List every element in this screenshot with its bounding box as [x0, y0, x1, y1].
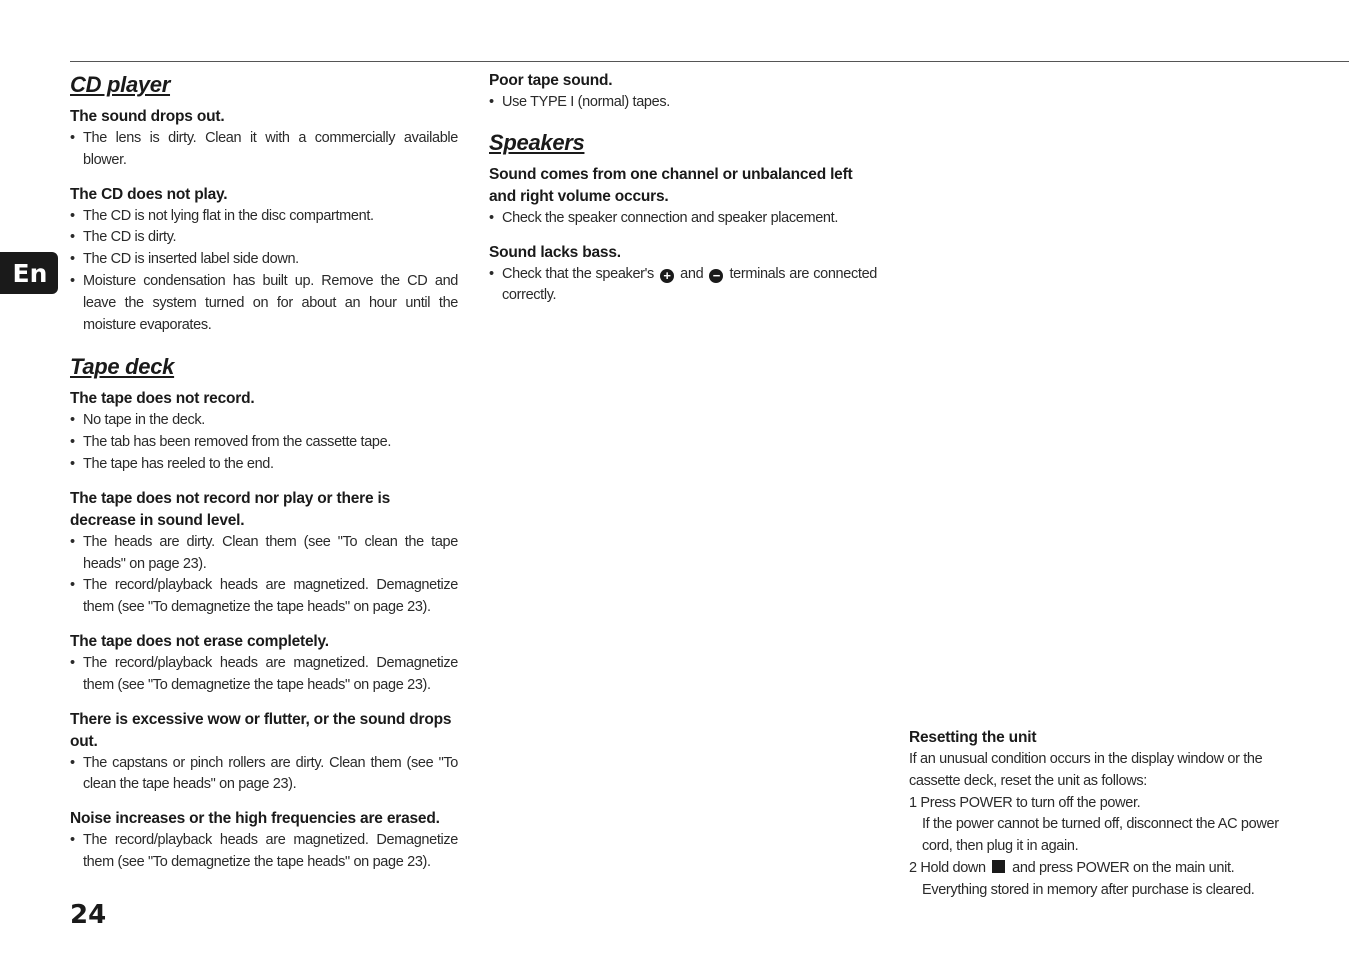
issue-block: [70, 106, 458, 172]
section-heading-cd-player: CD player: [70, 72, 171, 97]
issue-item: • The record/playback heads are magnetized. Demagnetize them (see "To demagnetize the tape heads" on page 23).: [70, 830, 458, 874]
issue-title: There is excessive wow or flutter, or the sound drops out.: [70, 710, 452, 750]
reset-step-2-note: Everything stored in memory after purchase is cleared.: [922, 881, 1255, 898]
middle-column: [489, 70, 877, 323]
step-text: 2 Hold down: [909, 859, 986, 876]
issue-title: Sound lacks bass.: [489, 243, 621, 261]
issue-item: • The CD is inserted label side down.: [70, 249, 458, 271]
issue-item: • The tape has reeled to the end.: [70, 454, 458, 476]
issue-item: • Moisture condensation has built up. Remove the CD and leave the system turned on for about an hour until the moisture evaporates.: [70, 271, 458, 336]
issue-title: The tape does not erase completely.: [70, 632, 329, 650]
section-heading-tape-deck: Tape deck: [70, 354, 175, 380]
issue-title: Sound comes from one channel or unbalanced left and right volume occurs.: [489, 165, 853, 205]
issue-block: [489, 242, 877, 308]
reset-step-1-note: If the power cannot be turned off, disconnect the AC power cord, then plug it in again.: [922, 816, 1279, 855]
plus-terminal-icon: +: [660, 269, 674, 283]
left-column: [70, 70, 458, 890]
issue-title: Poor tape sound.: [489, 72, 613, 89]
language-tab: En: [0, 252, 58, 294]
issue-block: [70, 488, 458, 619]
issue-item: • The lens is dirty. Clean it with a commercially available blower.: [70, 128, 458, 172]
item-text: Check that the speaker's: [502, 265, 654, 282]
tape-deck-section: [70, 352, 458, 873]
issue-block: [489, 164, 877, 230]
issue-title: The tape does not record.: [70, 390, 255, 408]
section-heading-speakers: Speakers: [489, 129, 585, 155]
issue-item: • The heads are dirty. Clean them (see "To clean the tape heads" on page 23).: [70, 532, 458, 576]
reset-note: [909, 727, 1301, 902]
issue-block: [70, 631, 458, 697]
issue-item: • The CD is dirty.: [70, 227, 458, 249]
issue-item: • The tab has been removed from the cassette tape.: [70, 432, 458, 454]
issue-item: • No tape in the deck.: [70, 410, 458, 432]
reset-intro: If an unusual condition occurs in the display window or the cassette deck, reset the unit as follows:: [909, 751, 1263, 789]
issue-item: • The record/playback heads are magnetized. Demagnetize them (see "To demagnetize the tape heads" on page 23).: [70, 575, 458, 619]
issue-item: [489, 264, 877, 308]
reset-title: Resetting the unit: [909, 729, 1037, 746]
issue-title: The tape does not record nor play or there is decrease in sound level.: [70, 489, 391, 529]
issue-item: • Use TYPE I (normal) tapes.: [489, 92, 877, 114]
reset-step-1: 1 Press POWER to turn off the power.: [909, 794, 1141, 811]
issue-title: The CD does not play.: [70, 185, 228, 203]
cd-player-section: [70, 70, 458, 336]
issue-block: [70, 388, 458, 475]
issue-title: The sound drops out.: [70, 108, 225, 125]
issue-block: [70, 709, 458, 797]
issue-title: Noise increases or the high frequencies are erased.: [70, 810, 440, 828]
reset-step-2: [909, 858, 1301, 880]
minus-terminal-icon: −: [709, 269, 723, 283]
issue-item: • Check the speaker connection and speaker placement.: [489, 208, 877, 230]
item-text: and: [680, 265, 704, 282]
issue-item: • The record/playback heads are magnetized. Demagnetize them (see "To demagnetize the tape heads" on page 23).: [70, 653, 458, 697]
issue-block: [70, 184, 458, 337]
step-text: and press POWER on the main unit.: [1012, 859, 1235, 876]
issue-item: • The capstans or pinch rollers are dirty. Clean them (see "To clean the tape heads" on page 23).: [70, 753, 458, 797]
speakers-section: [489, 128, 877, 307]
stop-icon: [992, 860, 1005, 873]
issue-block: [70, 808, 458, 874]
page-number: 24: [70, 900, 107, 930]
header-rule: [70, 61, 1349, 62]
item-text: terminals are connected correctly.: [502, 265, 877, 304]
issue-item: • The CD is not lying flat in the disc compartment.: [70, 206, 458, 228]
issue-block: [489, 70, 877, 114]
